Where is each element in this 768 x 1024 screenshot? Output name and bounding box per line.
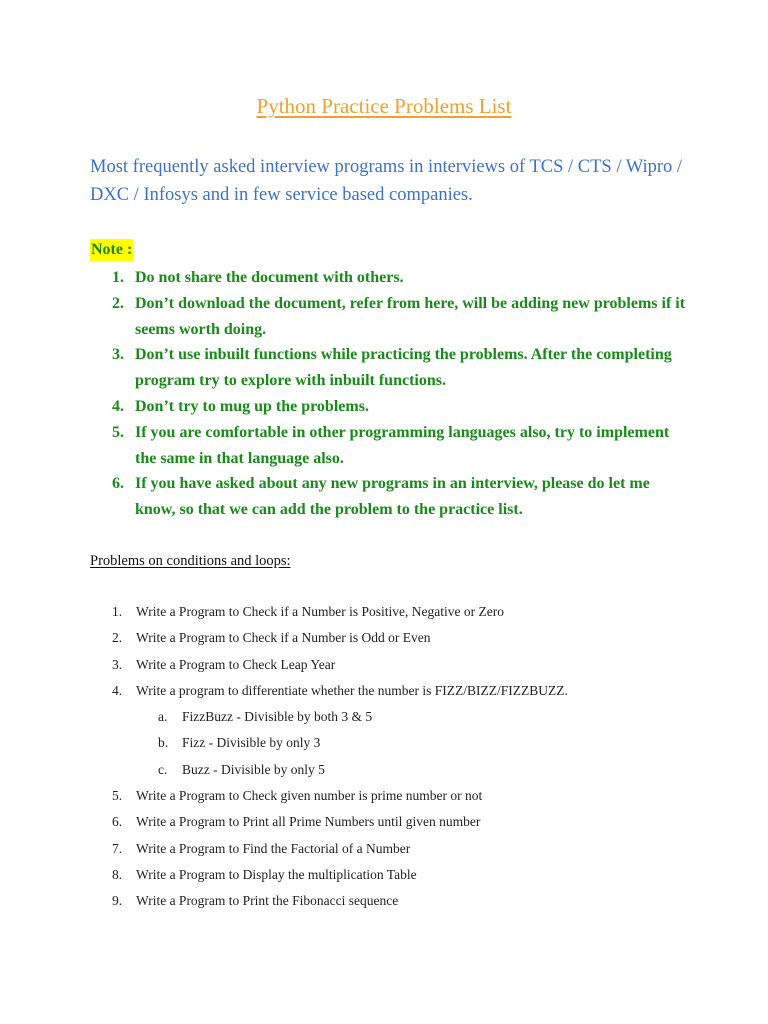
page-title: Python Practice Problems List bbox=[256, 94, 512, 118]
problem-number: 9. bbox=[112, 893, 123, 909]
sub-item-letter: c. bbox=[158, 761, 168, 777]
note-item bbox=[90, 471, 690, 523]
sub-item-text: Buzz - Divisible by only 5 bbox=[182, 761, 325, 777]
problem-item bbox=[90, 864, 710, 890]
note-list bbox=[90, 265, 690, 523]
problem-text: Write a Program to Print the Fibonacci sequence bbox=[136, 893, 399, 909]
problem-number: 4. bbox=[112, 682, 123, 698]
note-item-text: Don’t download the document, refer from here, will be adding new problems if it seems worth doing. bbox=[135, 294, 686, 338]
problem-text: Write a Program to Display the multiplication Table bbox=[136, 866, 417, 882]
problem-item bbox=[90, 838, 710, 864]
problem-list bbox=[90, 601, 710, 917]
intro-paragraph: Most frequently asked interview programs in interviews of TCS / CTS / Wipro / DXC / Infosys and in few service based companies. bbox=[90, 157, 683, 205]
note-item-text: If you are comfortable in other programming languages also, try to implement the same in that language also. bbox=[135, 423, 670, 467]
sub-item-text: Fizz - Divisible by only 3 bbox=[182, 735, 321, 751]
problem-item bbox=[90, 785, 710, 811]
problem-number: 6. bbox=[112, 814, 123, 830]
sub-item-text: FizzBuzz - Divisible by both 3 & 5 bbox=[182, 709, 373, 725]
problem-item bbox=[90, 811, 710, 837]
problem-item bbox=[90, 890, 710, 916]
note-item bbox=[90, 420, 690, 472]
problem-item bbox=[90, 654, 710, 680]
problem-number: 8. bbox=[112, 866, 123, 882]
note-item-text: If you have asked about any new programs in an interview, please do let me know, so that we can add the problem to the practice list. bbox=[135, 475, 650, 519]
note-item bbox=[90, 291, 690, 343]
sub-item bbox=[90, 706, 710, 732]
sub-item bbox=[90, 759, 710, 785]
problem-item bbox=[90, 601, 710, 627]
problem-number: 5. bbox=[112, 788, 123, 804]
problem-text: Write a Program to Check if a Number is Odd or Even bbox=[136, 630, 431, 646]
note-item bbox=[90, 342, 690, 394]
problem-item bbox=[90, 680, 710, 706]
problem-item bbox=[90, 627, 710, 653]
note-item-number: 6. bbox=[112, 475, 124, 493]
problem-text: Write a Program to Check Leap Year bbox=[136, 656, 336, 672]
note-item bbox=[90, 394, 690, 420]
problem-text: Write a program to differentiate whether the number is FIZZ/BIZZ/FIZZBUZZ. bbox=[136, 682, 568, 698]
problem-number: 3. bbox=[112, 656, 123, 672]
note-item-number: 2. bbox=[112, 294, 124, 312]
problem-number: 2. bbox=[112, 630, 123, 646]
problem-number: 1. bbox=[112, 604, 123, 619]
note-item-text: Don’t try to mug up the problems. bbox=[135, 397, 369, 415]
problem-text: Write a Program to Find the Factorial of a Number bbox=[136, 840, 411, 856]
note-item-number: 4. bbox=[112, 397, 124, 415]
sub-item-letter: b. bbox=[158, 735, 169, 751]
note-item-number: 5. bbox=[112, 423, 124, 441]
note-item bbox=[90, 265, 690, 291]
sub-list bbox=[90, 706, 710, 785]
note-item-text: Don’t use inbuilt functions while practicing the problems. After the completing program try to explore with inbuilt functions. bbox=[135, 346, 672, 390]
sub-item-letter: a. bbox=[158, 709, 168, 725]
note-label: Note : bbox=[90, 239, 133, 261]
problem-number: 7. bbox=[112, 840, 123, 856]
note-item-number: 3. bbox=[112, 346, 124, 364]
note-item-number: 1. bbox=[112, 269, 124, 286]
problem-text: Write a Program to Print all Prime Numbers until given number bbox=[136, 814, 481, 830]
problem-text: Write a Program to Check if a Number is Positive, Negative or Zero bbox=[136, 604, 504, 619]
problem-text: Write a Program to Check given number is prime number or not bbox=[136, 788, 483, 804]
section-heading: Problems on conditions and loops: bbox=[90, 553, 291, 569]
note-item-text: Do not share the document with others. bbox=[135, 269, 404, 286]
sub-list-container bbox=[90, 706, 710, 785]
sub-item bbox=[90, 732, 710, 758]
